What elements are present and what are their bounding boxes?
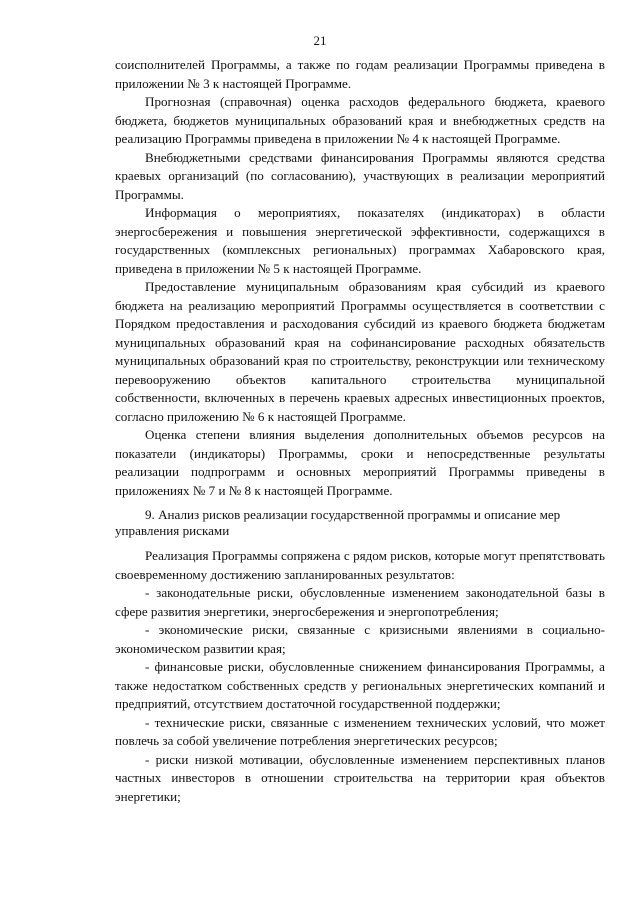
section-heading-risks: 9. Анализ рисков реализации государственной программы и описание мер управления рисками: [115, 507, 561, 538]
paragraph-extrabudgetary-funds: Внебюджетными средствами финансирования Программы являются средства краевых организаций (по согласованию), участвующих в реализации мероприятий Программы.: [115, 149, 605, 202]
paragraph-risks-intro: Реализация Программы сопряжена с рядом рисков, которые могут препятствовать своевременному достижению запланированных результатов:: [115, 548, 605, 582]
paragraph-subsidies: Предоставление муниципальным образованиям края субсидий из краевого бюджета на реализацию мероприятий Программы осуществляется в соответствии с Порядком предоставления и расходования субсидий из краевого бюджета бюджетам муниципальных образований края на софинансирование расходных обязательств муниципальных образований края по строительству, реконструкции или техническому перевооружению объектов капитального строительства муниципальной собственности, включенных в перечень краевых адресных инвестиционных проектов, согласно приложению № 6 к настоящей Программе.: [115, 279, 605, 424]
list-item-technical-risks: - технические риски, связанные с изменением технических условий, что может повлечь за собой увеличение потребления энергетических ресурсов;: [115, 714, 605, 748]
paragraph-resource-impact: Оценка степени влияния выделения дополнительных объемов ресурсов на показатели (индикаторы) Программы, сроки и непосредственные результаты реализации подпрограмм и основных мероприятий Программы приведены в приложениях № 7 и № 8 к настоящей Программе.: [115, 427, 605, 498]
page-number: 21: [313, 33, 327, 48]
paragraph-annex-3: соисполнителей Программы, а также по годам реализации Программы приведена в приложении № 3 к настоящей Программе.: [115, 57, 605, 91]
body-text: [115, 56, 605, 806]
paragraph-energy-saving-info: Информация о мероприятиях, показателях (индикаторах) в области энергосбережения и повышения энергетической эффективности, содержащихся в государственных (комплексных региональных) программах Хабаровского края, приведена в приложении № 5 к настоящей Программе.: [115, 205, 605, 276]
list-item-motivation-risks: - риски низкой мотивации, обусловленные изменением перспективных планов частных инвесторов в отношении строительства на территории края объектов энергетики;: [115, 751, 605, 804]
paragraph-forecast-estimate: Прогнозная (справочная) оценка расходов федерального бюджета, краевого бюджета, бюджетов муниципальных образований края и внебюджетных средств на реализацию Программы приведена в приложении № 4 к настоящей Программе.: [115, 94, 605, 146]
list-item-economic-risks: - экономические риски, связанные с кризисными явлениями в социально-экономическом развитии края;: [115, 622, 605, 656]
list-item-legislative-risks: - законодательные риски, обусловленные изменением законодательной базы в сфере развития энергетики, энергосбережения и энергопотребления;: [115, 585, 605, 619]
list-item-financial-risks: - финансовые риски, обусловленные снижением финансирования Программы, а также недостатком собственных средств у региональных энергетических компаний и предприятий, отсутствием достаточной государственной поддержки;: [115, 659, 605, 711]
